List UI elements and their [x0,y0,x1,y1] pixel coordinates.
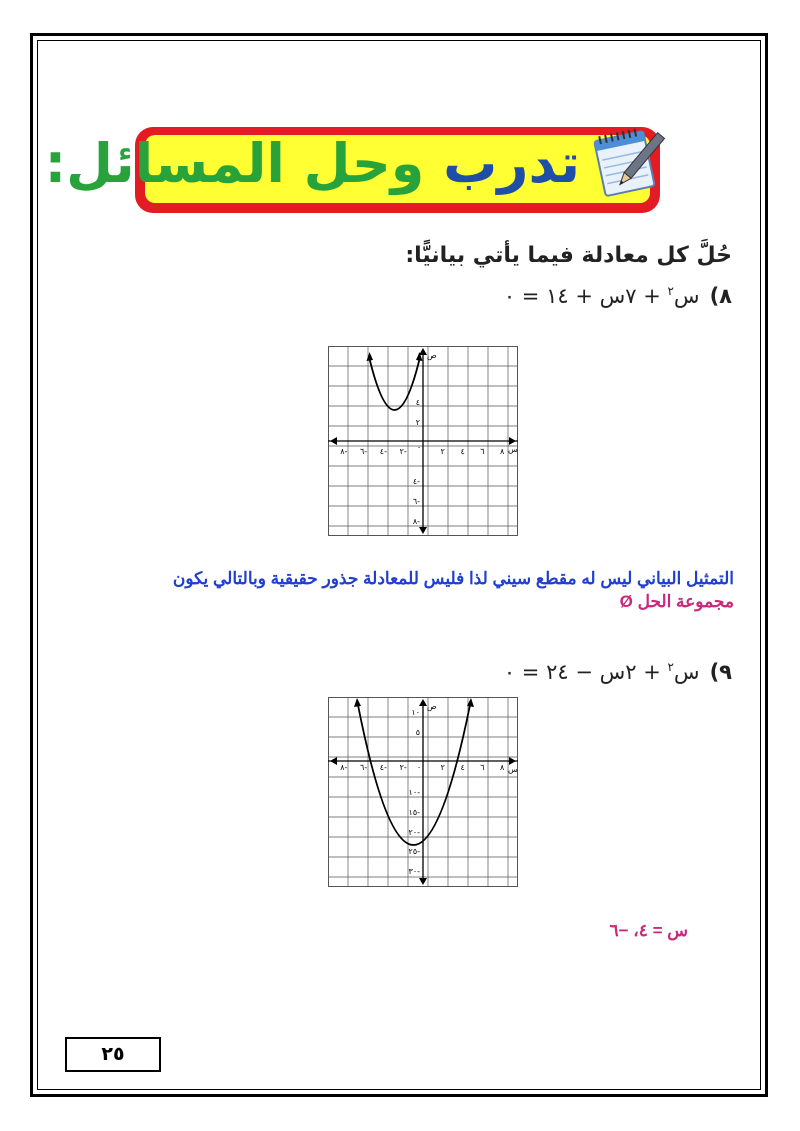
problem-9-equation [504,660,732,684]
graph-8-y-tick: ٨- [412,517,420,526]
graph-9-x-tick: ٦- [360,763,368,772]
graph-9-parabola [358,705,470,845]
graph-8-y-arrow-top [419,348,427,355]
answer-9-text: س = ٤، −٦ [609,921,688,940]
problem-8-term-b: + ٧س + ١٤ = ٠ [503,284,668,308]
graph-9-x-tick: ٨ [500,763,505,772]
graph-9-x-tick: ٤ [460,763,465,772]
graph-9-y-tick: ١٠ [411,708,420,717]
graph-8-x-tick: ٨ [500,447,505,456]
graph-8-x-tick: ٤ [460,447,465,456]
graph-9-x-arrow-right [509,757,516,765]
graph-9-y-arrow-top [419,699,427,706]
graph-9-x-label: س [508,765,518,774]
graph-9-x-tick: ٢- [399,763,407,772]
graph-9-x-tick: ٤- [379,763,387,772]
problem-8-term-a: س [673,284,700,308]
page-number: ٢٥ [65,1037,161,1072]
graph-8-y-tick: ٢ [415,418,420,427]
graph-9-curve-arrow-left [354,698,361,707]
graph-8-x-tick: ٢- [399,447,407,456]
problem-9-number: ٩) [709,660,732,684]
graph-8-y-tick: ٦- [412,497,420,506]
answer-8-text: التمثيل البياني ليس له مقطع سيني لذا فليس للمعادلة جذور حقيقية وبالتالي يكون [172,569,734,588]
graph-8-curve-arrow-left [367,352,374,361]
graph-problem-8 [328,346,518,536]
graph-9-y-tick: ١٥- [408,808,420,817]
problem-8-number: ٨) [709,284,732,308]
graph-8-x-arrow-right [509,437,516,445]
graph-8-x-tick: ٤- [379,447,387,456]
banner-title [45,129,580,199]
graph-8-x-label: س [508,445,518,454]
graph-8-labels [340,351,518,526]
answer-8-solution-set: مجموعة الحل Ø [619,592,734,611]
graph-9-y-tick: ١٠- [408,788,420,797]
problem-8-exponent: ٢ [667,284,674,298]
instruction-text: حُلَّ كل معادلة فيما يأتي بيانيًّا: [405,243,732,268]
banner-title-part1: تدرب [443,132,580,195]
graph-9-y-tick: ٣٠- [408,867,420,876]
graph-8-y-arrow-bottom [419,527,427,534]
graph-9-y-label: ص [427,702,437,711]
graph-8-x-tick: ٠ [416,443,422,452]
graph-9-x-tick: ٦ [480,763,485,772]
graph-8-parabola [370,360,420,410]
graph-9-y-tick: ٢٠- [408,828,420,837]
graph-8-y-tick: ٤ [415,398,420,407]
graph-8-x-tick: ٦- [360,447,368,456]
graph-8-x-tick: ٢ [440,447,445,456]
graph-8-y-tick: ٤- [412,477,420,486]
section-banner [44,127,660,213]
graph-9-x-tick: ٨- [340,763,348,772]
problem-9-term-b: + ٢س − ٢٤ = ٠ [503,660,668,684]
graph-problem-9 [328,697,518,887]
graph-8-x-tick: ٦ [480,447,485,456]
notepad-pencil-icon [587,121,667,201]
problem-9-term-a: س [673,660,700,684]
graph-9-y-tick: ٢٥- [408,847,420,856]
graph-8-x-tick: ٨- [340,447,348,456]
graph-9-y-arrow-bottom [419,878,427,885]
graph-9-x-arrow-left [330,757,337,765]
graph-9-x-tick: ٠ [416,763,422,772]
graph-9-labels [340,702,518,876]
graph-8-y-label: ص [427,351,437,360]
graph-9-y-tick: ٥ [415,728,420,737]
problem-9-exponent: ٢ [667,660,674,674]
graph-8-x-arrow-left [330,437,337,445]
graph-9-x-tick: ٢ [440,763,445,772]
problem-8-equation [504,284,732,308]
banner-title-part2: وحل المسائل: [44,132,425,195]
